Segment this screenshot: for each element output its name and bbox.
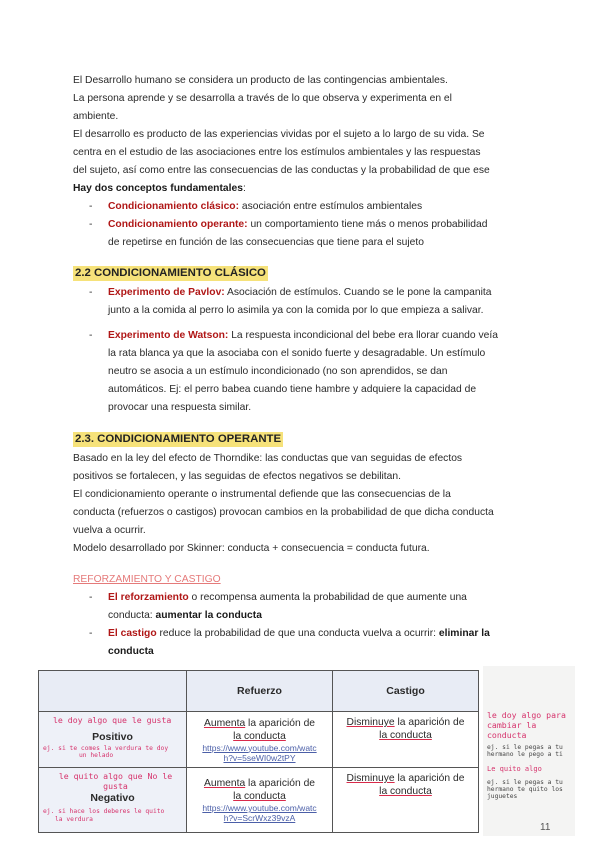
operant-line: vuelva a ocurrir. (73, 525, 146, 536)
cell-castigo-positivo (333, 712, 479, 768)
reinforce-bold: aumentar la conducta (155, 610, 262, 621)
row-label-positivo (39, 712, 187, 768)
watson-text-3: neutro se asocia a un estímulo incondicionado (no son aprendidos, se dan (108, 366, 448, 377)
side-notes-panel (483, 666, 575, 836)
handwritten-example-2: un helado (79, 752, 114, 759)
heading-operant: 2.3. CONDICIONAMIENTO OPERANTE (75, 433, 282, 445)
side-note-1-example: ej. si le pegas a tu hermano le pego a ti (487, 744, 563, 758)
handwritten-example: ej. si hace los deberes le quito (43, 808, 165, 815)
cell-text-2: la conducta (379, 786, 432, 797)
cell-castigo-negativo (333, 768, 479, 833)
concepts-line (73, 180, 533, 198)
table-row (39, 712, 479, 768)
term-pavlov: Experimento de Pavlov: (108, 287, 225, 298)
video-link[interactable]: https://www.youtube.com/watc (202, 803, 317, 813)
operant-line: El condicionamiento operante o instrumental defiende que las consecuencias de la (73, 489, 451, 500)
operant-line: Basado en la ley del efecto de Thorndike: las conductas que van seguidas de efectos (73, 453, 463, 464)
cell-text: la aparición de (245, 778, 316, 789)
cell-verb: Aumenta (203, 778, 246, 789)
intro-line: La persona aprende y se desarrolla a través de lo que observa y experimenta en el (73, 93, 452, 104)
page-number: 11 (540, 822, 551, 833)
operant-line: positivos se fortalecen, y las seguidas de efectos negativos se debilitan. (73, 471, 401, 482)
bullet-operant (108, 216, 533, 252)
term-watson: Experimento de Watson: (108, 330, 229, 341)
side-note-1-title: le doy algo para cambiar la conducta (487, 710, 566, 740)
cell-verb: Disminuye (346, 773, 395, 784)
desc-operant-2: de repetirse en función de las consecuencias que tiene para el sujeto (108, 237, 424, 248)
bullet-dash: - (89, 201, 93, 212)
col-header-refuerzo: Refuerzo (187, 671, 333, 712)
side-note-2-title: Le quito algo (487, 765, 542, 773)
cell-refuerzo-positivo (187, 712, 333, 768)
bullet-dash: - (89, 330, 93, 341)
table-corner (39, 671, 187, 712)
pavlov-text-2: junto a la comida al perro lo asimila ya con la comida por lo que empieza a salivar. (108, 305, 484, 316)
cell-text: la aparición de (394, 717, 465, 728)
bullet-watson (108, 327, 533, 417)
handwritten-example: ej. si te comes la verdura te doy (43, 745, 169, 752)
desc-classic: asociación entre estímulos ambientales (239, 201, 423, 212)
video-link-2[interactable]: h?v=5seWI0w2tPY (223, 752, 296, 763)
cell-text-2: la conducta (233, 730, 286, 742)
watson-text-2: la rata blanca ya que la asociaba con el sonido fuerte y desagradable. Un estímulo (108, 348, 486, 359)
cell-verb: Aumenta (203, 717, 246, 729)
term-operant: Condicionamiento operante: (108, 219, 248, 230)
watson-text-5: provocar una respuesta similar. (108, 402, 252, 413)
row-label-negativo (39, 768, 187, 833)
handwritten-note: le doy algo que le gusta (53, 715, 172, 725)
pavlov-text: Asociación de estímulos. Cuando se le pone la campanita (224, 287, 492, 298)
cell-refuerzo-negativo (187, 768, 333, 833)
intro-line: El desarrollo es producto de las experiencias vividas por el sujeto a lo largo de su vida. Se (73, 129, 485, 140)
concepts-colon: : (242, 183, 246, 194)
bullet-pavlov (108, 284, 533, 320)
term-punish: El castigo (108, 628, 157, 639)
video-link-2[interactable]: h?v=ScrWxz39vzA (223, 813, 296, 823)
intro-line: centra en el estudio de las asociaciones entre los estímulos ambientales y las respuestas (73, 147, 481, 158)
operant-line: conducta (refuerzos o castigos) provocan cambios en la probabilidad de que dicha conducta (73, 507, 494, 518)
side-note-2 (487, 766, 575, 800)
subheading-reinforce: REFORZAMIENTO Y CASTIGO (73, 574, 221, 585)
reinforce-punish-table (38, 670, 479, 833)
term-classic: Condicionamiento clásico: (108, 201, 240, 212)
intro-line: El Desarrollo humano se considera un producto de las contingencias ambientales. (73, 75, 448, 86)
handwritten-example-2: la verdura (55, 816, 93, 823)
video-link[interactable]: https://www.youtube.com/watc (202, 742, 317, 753)
row-label: Positivo (92, 731, 133, 743)
table-row (39, 768, 479, 833)
watson-text-4: automáticos. Ej: el perro babea cuando tiene hambre y adquiere la capacidad de (108, 384, 477, 395)
concepts-bold: Hay dos conceptos fundamentales (73, 183, 243, 194)
handwritten-note: le quito algo que No le gusta (58, 771, 173, 791)
bullet-classic (108, 198, 533, 216)
heading-classic: 2.2 CONDICIONAMIENTO CLÁSICO (75, 267, 266, 279)
intro-line: ambiente. (73, 111, 119, 122)
reinforce-text: o recompensa aumenta la probabilidad de que aumente una (188, 592, 467, 603)
cell-text: la aparición de (394, 773, 465, 784)
bullet-reinforce (108, 589, 533, 625)
bullet-dash: - (89, 287, 93, 298)
bullet-punish (108, 625, 533, 661)
row-label: Negativo (90, 792, 135, 804)
punish-bold: eliminar la (438, 628, 490, 639)
operant-line: Modelo desarrollado por Skinner: conducta + consecuencia = conducta futura. (73, 543, 430, 554)
term-reinforce: El reforzamiento (108, 592, 189, 603)
desc-operant: un comportamiento tiene más o menos probabilidad (247, 219, 488, 230)
reinforce-text-2: conducta: (108, 610, 156, 621)
intro-line: del sujeto, así como entre las consecuencias de las conductas y la probabilidad de que ese (73, 165, 490, 176)
bullet-dash: - (89, 219, 93, 230)
cell-text: la aparición de (245, 717, 316, 729)
bullet-dash: - (89, 628, 93, 639)
bullet-dash: - (89, 592, 93, 603)
cell-text-2: la conducta (233, 791, 286, 802)
side-note-1 (487, 710, 575, 758)
cell-verb: Disminuye (346, 717, 395, 728)
punish-text: reduce la probabilidad de que una conducta vuelva a ocurrir: (156, 628, 439, 639)
punish-bold-2: conducta (108, 646, 154, 657)
watson-text: La respuesta incondicional del bebe era llorar cuando veía (228, 330, 498, 341)
side-note-2-example: ej. si le pegas a tu hermano te quito los juguetes (487, 779, 563, 800)
cell-text-2: la conducta (379, 730, 432, 741)
col-header-castigo: Castigo (333, 671, 479, 712)
